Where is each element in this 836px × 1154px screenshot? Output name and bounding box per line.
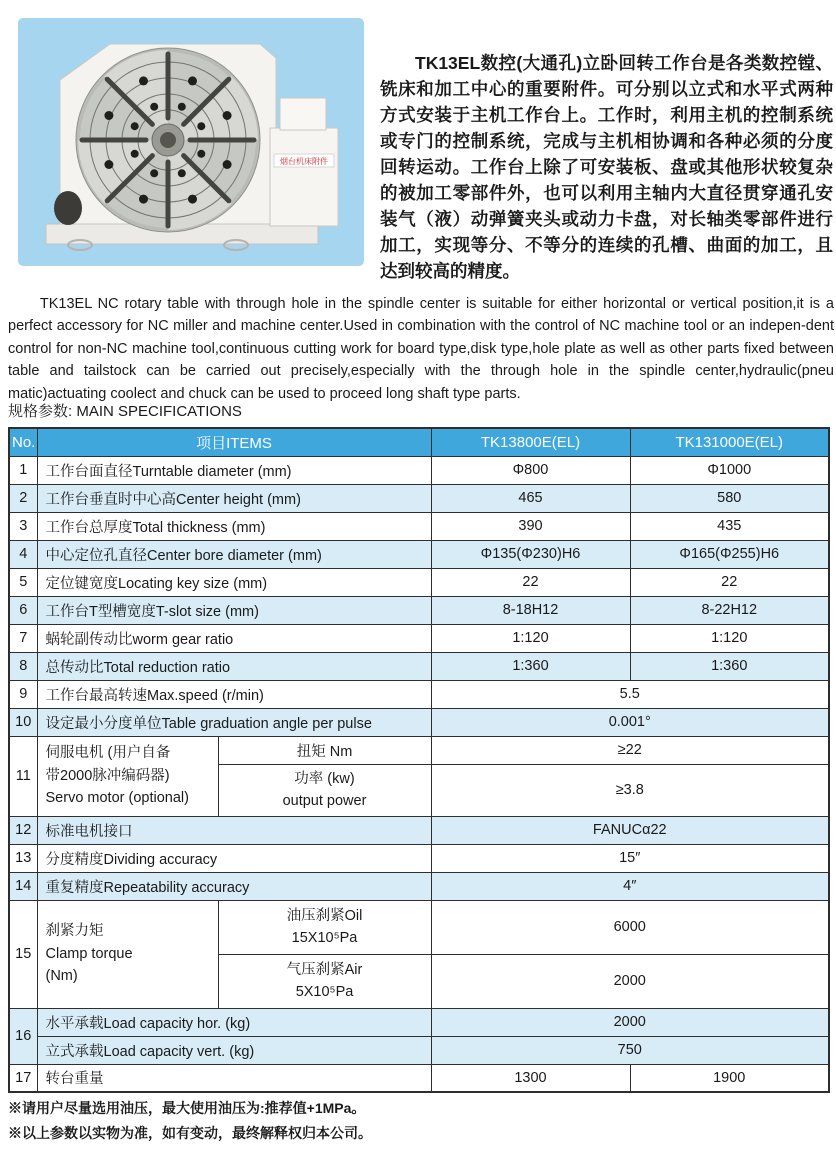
cell-value-merged: 0.001°: [431, 708, 829, 736]
table-header-row: [9, 428, 829, 456]
cell-value: 22: [630, 568, 829, 596]
cell-sublabel: [218, 900, 431, 954]
cell-no: 2: [9, 484, 37, 512]
cell-no: 16: [9, 1008, 37, 1064]
cell-sublabel: [218, 954, 431, 1008]
cell-value: Φ800: [431, 456, 630, 484]
cell-no: 4: [9, 540, 37, 568]
cell-no: 1: [9, 456, 37, 484]
cell-item-group: [37, 736, 218, 816]
cell-no: 10: [9, 708, 37, 736]
cell-value: 1:120: [630, 624, 829, 652]
table-row: [9, 596, 829, 624]
cell-no: 14: [9, 872, 37, 900]
cell-value: 1:360: [630, 652, 829, 680]
cell-item: 工作台垂直时中心高Center height (mm): [37, 484, 431, 512]
cell-sublabel: 扭矩 Nm: [218, 736, 431, 764]
item-line: 伺服电机 (用户自备: [45, 745, 171, 762]
table-row: [9, 568, 829, 596]
table-row: [9, 844, 829, 872]
cell-item-group: [37, 900, 218, 1008]
brand-label: 烟台机床附件: [280, 157, 328, 166]
footnotes: [8, 1096, 372, 1146]
header-model-2: TK131000E(EL): [630, 428, 829, 456]
cell-value: 8-18H12: [431, 596, 630, 624]
cell-no: 11: [9, 736, 37, 816]
cell-value: 1900: [630, 1064, 829, 1092]
table-row: [9, 540, 829, 568]
cell-item: 工作台总厚度Total thickness (mm): [37, 512, 431, 540]
cell-no: 12: [9, 816, 37, 844]
sublabel-line: 15X10⁵Pa: [291, 930, 358, 946]
cell-value-merged: FANUCα22: [431, 816, 829, 844]
table-row-group: [9, 736, 829, 764]
cell-item: 水平承载Load capacity hor. (kg): [37, 1008, 431, 1036]
cell-value: 390: [431, 512, 630, 540]
sublabel-line: 功率 (kw): [294, 770, 355, 787]
cell-value: 8-22H12: [630, 596, 829, 624]
servo-top-box: [280, 98, 326, 130]
table-row: [9, 708, 829, 736]
cell-item: 总传动比Total reduction ratio: [37, 652, 431, 680]
table-row: [9, 624, 829, 652]
cell-value: Φ1000: [630, 456, 829, 484]
cell-no: 6: [9, 596, 37, 624]
item-line: Clamp torque: [45, 945, 133, 962]
cell-value: 465: [431, 484, 630, 512]
cell-value: Φ135(Φ230)H6: [431, 540, 630, 568]
cell-no: 15: [9, 900, 37, 1008]
cell-item: 立式承载Load capacity vert. (kg): [37, 1036, 431, 1064]
cell-no: 3: [9, 512, 37, 540]
cell-value: 1:120: [431, 624, 630, 652]
footnote-line: ※请用户尽量选用油压，最大使用油压为:推荐值+1MPa。: [8, 1100, 366, 1116]
cell-item: 重复精度Repeatability accuracy: [37, 872, 431, 900]
cell-no: 8: [9, 652, 37, 680]
cell-item: 工作台最高转速Max.speed (r/min): [37, 680, 431, 708]
cell-item: 分度精度Dividing accuracy: [37, 844, 431, 872]
cell-item: 工作台T型槽宽度T-slot size (mm): [37, 596, 431, 624]
item-line: (Nm): [45, 968, 78, 985]
header-items: 项目ITEMS: [37, 428, 431, 456]
product-photo: [18, 18, 364, 266]
cell-no: 9: [9, 680, 37, 708]
cell-value-merged: 6000: [431, 900, 829, 954]
body-side-hole: [54, 191, 82, 225]
sublabel-line: 油压刹紧Oil: [286, 907, 363, 924]
cell-no: 17: [9, 1064, 37, 1092]
cell-value: 1300: [431, 1064, 630, 1092]
intro-paragraph-english: TK13EL NC rotary table with through hole in the spindle center is suitable for either horizontal or vertical position,it is a perfect accessory for NC miller and machine center.Used in combination with the control of NC machine tool or an indepen-dent control for non-NC machine tool,continuous cutting work for board type,disk type,hole plate as well as other parts fixed between table and tailstock can be carried out precisely,especially with the through hole in the spindle center,hydraulic(pneu matic)actuating coolect and chuck can be used to proceed long shaft type parts.: [8, 295, 834, 402]
footnote-line: ※以上参数以实物为准，如有变动，最终解释权归本公司。: [8, 1125, 372, 1141]
cell-value: Φ165(Φ255)H6: [630, 540, 829, 568]
cell-value-merged: 4″: [431, 872, 829, 900]
cell-item: 转台重量: [37, 1064, 431, 1092]
cell-value: 435: [630, 512, 829, 540]
table-row-group: [9, 1008, 829, 1036]
header-model-1: TK13800E(EL): [431, 428, 630, 456]
item-line: 带2000脉冲编码器): [45, 767, 170, 784]
table-row: [9, 484, 829, 512]
cell-value: 580: [630, 484, 829, 512]
intro-paragraph-chinese: TK13EL数控(大通孔)立卧回转工作台是各类数控镗、铣床和加工中心的重要附件。可分别以立式和水平式两种方式安装于主机工作台上。工作时，利用主机的控制系统或专门的控制系统，完成与主机相协调和各种必须的分度回转运动。工作台上除了可安装板、盘或其他形状较复杂的被加工零部件外，也可以利用主轴内大直径贯穿通孔安装气（液）动弹簧夹头或动力卡盘，对长轴类零部件进行加工，实现等分、不等分的连续的孔槽、曲面的加工，且达到较高的精度。: [380, 52, 833, 281]
cell-item: 设定最小分度单位Table graduation angle per pulse: [37, 708, 431, 736]
table-row-group: [9, 900, 829, 954]
specifications-table: [8, 427, 830, 1093]
cell-item: 定位键宽度Locating key size (mm): [37, 568, 431, 596]
cell-item: 标准电机接口: [37, 816, 431, 844]
table-row: [9, 512, 829, 540]
cell-no: 13: [9, 844, 37, 872]
cell-value-merged: 15″: [431, 844, 829, 872]
cell-sublabel: [218, 764, 431, 816]
table-row: [9, 456, 829, 484]
sublabel-line: 气压刹紧Air: [286, 961, 363, 978]
item-line: 刹紧力矩: [45, 923, 104, 940]
specifications-heading: 规格参数: MAIN SPECIFICATIONS: [8, 403, 242, 420]
table-row: [9, 1064, 829, 1092]
cell-value: 1:360: [431, 652, 630, 680]
cell-item: 蜗轮副传动比worm gear ratio: [37, 624, 431, 652]
rotary-table-illustration: [18, 18, 364, 266]
header-no: No.: [9, 428, 37, 456]
cell-item: 工作台面直径Turntable diameter (mm): [37, 456, 431, 484]
cell-value-merged: ≥22: [431, 736, 829, 764]
cell-value-merged: ≥3.8: [431, 764, 829, 816]
servo-housing: [270, 128, 338, 226]
cell-no: 5: [9, 568, 37, 596]
center-bore-inner: [160, 132, 176, 148]
sublabel-line: output power: [282, 793, 367, 809]
table-row: [9, 652, 829, 680]
sublabel-line: 5X10⁵Pa: [295, 984, 354, 1000]
table-row: [9, 680, 829, 708]
cell-value-merged: 5.5: [431, 680, 829, 708]
table-subrow: [9, 1036, 829, 1064]
item-line: Servo motor (optional): [45, 790, 189, 807]
cell-value-merged: 2000: [431, 1008, 829, 1036]
table-row: [9, 816, 829, 844]
cell-no: 7: [9, 624, 37, 652]
cell-item: 中心定位孔直径Center bore diameter (mm): [37, 540, 431, 568]
table-row: [9, 872, 829, 900]
cell-value: 22: [431, 568, 630, 596]
cell-value-merged: 750: [431, 1036, 829, 1064]
cell-value-merged: 2000: [431, 954, 829, 1008]
